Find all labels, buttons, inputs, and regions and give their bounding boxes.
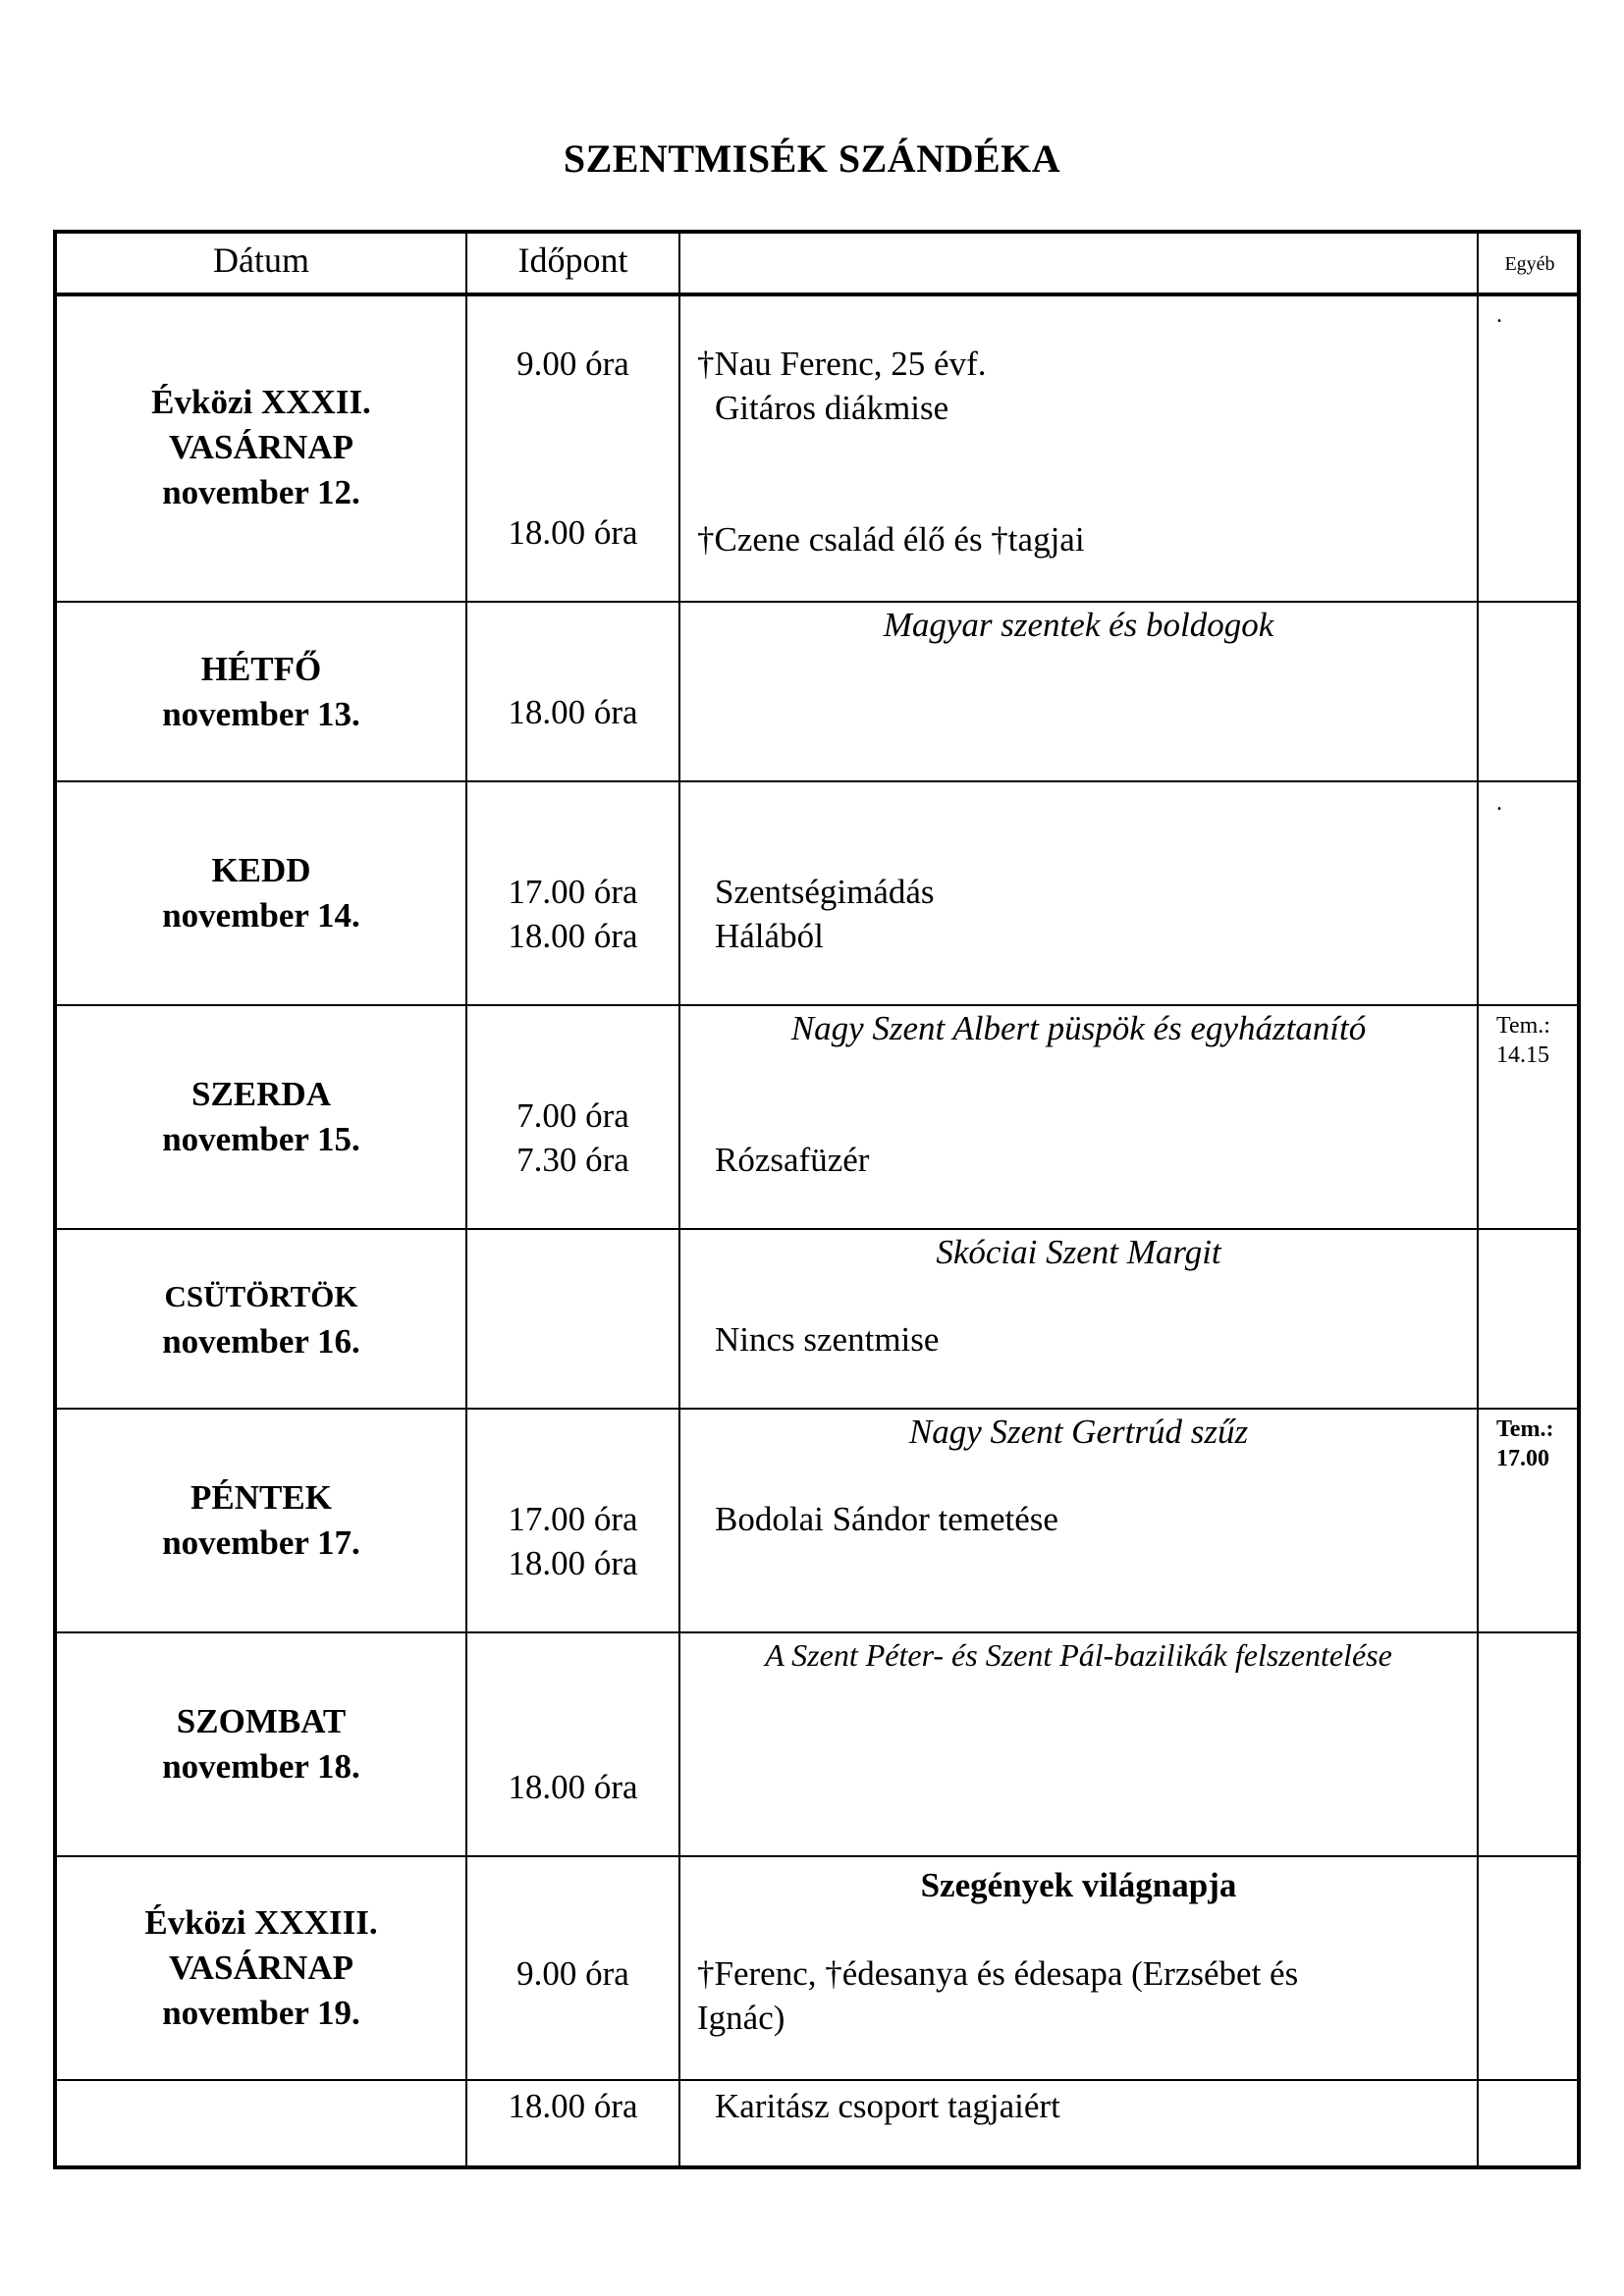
intention-text: †Ferenc, †édesanya és édesapa (Erzsébet és [697, 1954, 1299, 1993]
feast-title: Skóciai Szent Margit [936, 1233, 1221, 1271]
intention-text: †Czene család élő és †tagjai [697, 520, 1085, 559]
date-label: november 16. [162, 1321, 360, 1361]
egyeb-note: . [1496, 302, 1502, 328]
intention-text: Rózsafüzér [715, 1141, 870, 1179]
intention-text: Nincs szentmise [715, 1320, 940, 1359]
date-label: november 19. [162, 1994, 360, 2032]
day-name: KEDD [211, 851, 311, 889]
intention-text: Gitáros diákmise [715, 389, 949, 427]
egyeb-note: Tem.: [1496, 1416, 1554, 1442]
mass-intentions-table [53, 230, 1581, 2169]
day-name: CSÜTÖRTÖK [164, 1278, 358, 1313]
date-cell [57, 1633, 465, 1855]
page-title: SZENTMISÉK SZÁNDÉKA [563, 136, 1061, 181]
day-name: HÉTFŐ [200, 649, 322, 688]
feast-title: Magyar szentek és boldogok [883, 606, 1274, 644]
date-label: november 17. [162, 1523, 360, 1562]
egyeb-note: 14.15 [1496, 1042, 1549, 1068]
intention-text: Karitász csoport tagjaiért [715, 2087, 1060, 2125]
header-idopont: Időpont [517, 240, 628, 280]
header-datum: Dátum [213, 240, 309, 280]
date-label: november 18. [162, 1747, 360, 1786]
time-label: 18.00 óra [508, 1544, 638, 1582]
day-name: VASÁRNAP [169, 428, 353, 466]
date-cell [57, 603, 465, 780]
time-label: 7.00 óra [516, 1096, 629, 1135]
header-egyeb: Egyéb [1504, 253, 1555, 275]
column-divider [1477, 234, 1479, 2165]
time-label: 18.00 óra [508, 2087, 638, 2125]
feast-title: Szegények világnapja [920, 1866, 1237, 1904]
time-label: 7.30 óra [516, 1141, 629, 1179]
time-label: 9.00 óra [516, 1954, 629, 1993]
date-cell [57, 1006, 465, 1228]
feast-title: A Szent Péter- és Szent Pál-bazilikák felszentelése [765, 1637, 1392, 1673]
intention-text: Bodolai Sándor temetése [715, 1500, 1058, 1538]
date-cell [57, 294, 465, 601]
day-label: Évközi XXXII. [151, 383, 371, 421]
intention-text: Ignác) [697, 1999, 785, 2037]
date-cell [57, 1857, 465, 2079]
date-label: november 15. [162, 1120, 360, 1158]
time-label: 9.00 óra [516, 345, 629, 383]
egyeb-note: Tem.: [1496, 1013, 1550, 1039]
time-label: 18.00 óra [508, 513, 638, 552]
time-label: 18.00 óra [508, 917, 638, 955]
time-label: 17.00 óra [508, 873, 638, 911]
row-divider [57, 2079, 1577, 2081]
feast-title: Nagy Szent Gertrúd szűz [908, 1413, 1249, 1451]
day-name: VASÁRNAP [169, 1949, 353, 1987]
date-label: november 13. [162, 694, 360, 733]
time-label: 18.00 óra [508, 693, 638, 731]
day-label: Évközi XXXIII. [144, 1903, 378, 1942]
day-name: SZERDA [191, 1075, 331, 1113]
intention-text: Hálából [715, 917, 824, 955]
time-label: 17.00 óra [508, 1500, 638, 1538]
egyeb-note: 17.00 [1496, 1446, 1549, 1471]
date-cell [57, 1410, 465, 1631]
intention-text: Szentségimádás [715, 873, 935, 911]
day-name: PÉNTEK [190, 1478, 332, 1517]
egyeb-note: . [1496, 790, 1502, 816]
date-cell [57, 1230, 465, 1408]
date-cell [57, 782, 465, 1004]
intention-text: †Nau Ferenc, 25 évf. [697, 345, 987, 383]
feast-title: Nagy Szent Albert püspök és egyháztanító [790, 1009, 1367, 1047]
day-name: SZOMBAT [176, 1702, 347, 1740]
date-label: november 14. [162, 896, 360, 934]
time-label: 18.00 óra [508, 1768, 638, 1806]
date-label: november 12. [162, 473, 360, 511]
